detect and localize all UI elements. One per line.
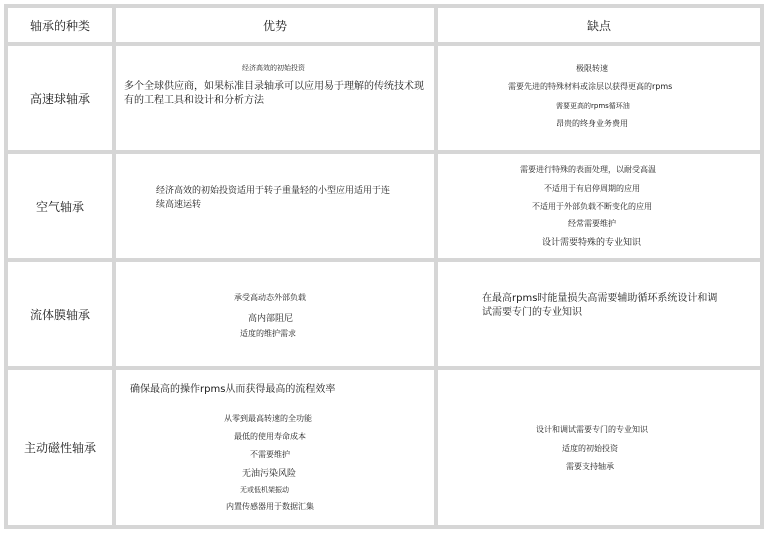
cons-item: 需要先进的特殊材料或涂层以获得更高的rpms [508,82,673,91]
pros-item: 无油污染风险 [242,469,297,479]
cons-item: 需要进行特殊的表面处理，以耐受高温 [520,165,656,174]
header-type-label: 轴承的种类 [29,18,90,33]
cons-item: 经常需要维护 [568,219,616,228]
row-cons-cell [438,46,760,150]
row-type-label: 主动磁性轴承 [23,441,96,455]
row-type-label: 空气轴承 [35,199,84,214]
pros-item: 内置传感器用于数据汇集 [226,502,314,511]
cons-item: 不适用于外部负载不断变化的应用 [532,202,652,211]
header-pros-label: 优势 [262,18,287,33]
pros-item: 无或低机架振动 [240,486,289,494]
comparison-table [4,4,764,529]
pros-item: 最低的使用寿命成本 [234,432,306,441]
header-type [8,8,112,42]
row-type-cell [8,262,112,366]
pros-item: 承受高动态外部负载 [234,293,306,302]
cons-item: 在最高rpms时能量损失高需要辅助循环系统设计和调试需要专门的专业知识 [482,293,718,318]
row-type-cell [8,370,112,525]
row-pros-cell [116,370,434,525]
pros-item: 确保最高的操作rpms从而获得最高的流程效率 [130,384,336,395]
pros-item: 多个全球供应商，如果标准目录轴承可以应用易于理解的传统技术现有的工程工具和设计和分析方法 [124,81,424,106]
row-type-cell [8,154,112,258]
row-pros-cell [116,262,434,366]
row-cons-cell [438,370,760,525]
row-cons-cell [438,154,760,258]
cons-item: 极限转速 [576,64,608,73]
cons-item: 设计需要特殊的专业知识 [542,238,642,248]
cons-item: 需要支持轴承 [566,462,614,471]
pros-item: 不需要维护 [250,450,290,459]
row-pros-cell [116,154,434,258]
cons-item: 设计和调试需要专门的专业知识 [536,425,648,434]
row-cons-cell [438,262,760,366]
header-pros [116,8,434,42]
cons-item: 适度的初始投资 [562,444,618,453]
header-cons [438,8,760,42]
header-cons-label: 缺点 [586,18,611,33]
row-type-label: 流体膜轴承 [29,307,90,322]
pros-item: 适度的维护需求 [240,329,296,338]
pros-item: 经济高效的初始投资适用于转子重量轻的小型应用适用于连续高速运转 [156,186,391,210]
row-type-label: 高速球轴承 [29,91,90,106]
pros-item: 经济高效的初始投资 [242,64,305,72]
cons-item: 昂贵的终身业务费用 [556,119,628,128]
cons-item: 需要更高的rpms循环油 [556,102,630,110]
row-type-cell [8,46,112,150]
pros-item: 从零到最高转速的全功能 [224,414,312,423]
row-pros-cell [116,46,434,150]
cons-item: 不适用于有启停周期的应用 [544,184,640,193]
pros-item: 高内部阻尼 [248,314,294,324]
